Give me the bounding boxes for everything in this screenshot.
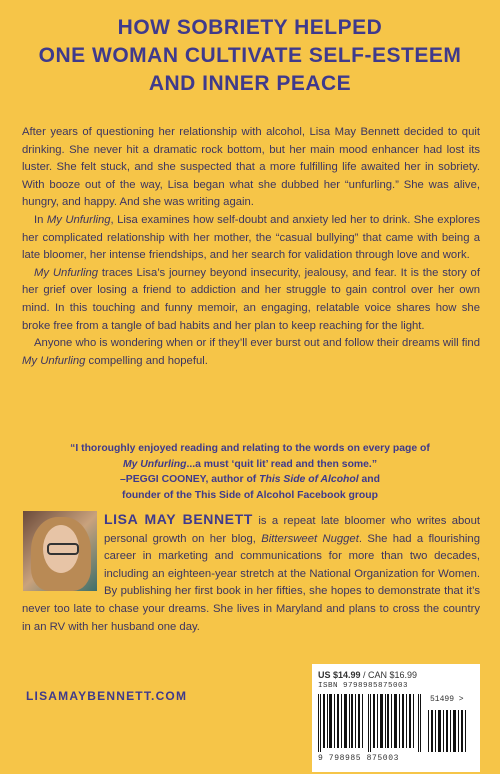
text: –PEGGI COONEY, author of <box>120 474 260 485</box>
barcode-supplement-label: 51499 > <box>430 695 464 704</box>
barcode-box <box>312 664 480 772</box>
price-label <box>318 670 417 680</box>
quote-attribution <box>40 472 460 488</box>
blog-name: Bittersweet Nugget <box>261 532 359 545</box>
barcode-main <box>318 694 422 752</box>
source-title: This Side of Alcohol <box>259 474 359 485</box>
price-can: / CAN $16.99 <box>360 670 418 680</box>
text: Anyone who is wondering when or if they’ll ever burst out and follow their dreams will find <box>34 337 480 350</box>
quote-line-2 <box>40 457 460 473</box>
book-description <box>22 124 480 370</box>
barcode-supplement <box>428 710 468 752</box>
text: . She had a flourishing career in marketing and communications for more than two decades, including an eighteen-year stretch at the National Organization for Women. By publishing her first book in her fifties, she hopes to demonstrate that it’s never too late to chase your dreams. She lives in Maryland and plans to cross the country in an RV with her husband one day. <box>22 532 480 633</box>
endorsement-quote <box>40 441 460 503</box>
glasses <box>47 543 79 555</box>
description-paragraph-2 <box>22 212 480 265</box>
book-title: My Unfurling <box>46 213 111 226</box>
text: ...a must ‘quit lit’ read and then some.” <box>186 458 378 470</box>
author-photo <box>23 511 97 591</box>
quote-line-1: “I thoroughly enjoyed reading and relating to the words on every page of <box>70 443 430 454</box>
quote-attribution-line-2: founder of the This Side of Alcohol Facebook group <box>122 489 378 501</box>
headline <box>0 14 500 98</box>
book-title: My Unfurling <box>122 458 187 470</box>
headline-line-3: AND INNER PEACE <box>148 72 352 95</box>
barcode-digits: 9 798985 875003 <box>318 754 400 763</box>
description-paragraph-1: After years of questioning her relationship with alcohol, Lisa May Bennett decided to quit drinking. She never hit a dramatic rock bottom, but her main mood enhancer had lost its luster. She felt stuck, and she suspected that a more fulfilling life awaited her in sobriety. With booze out of the way, Lisa began what she dubbed her “unfurling.” She was alive, hungry, and happy. And she was writing again. <box>22 126 480 209</box>
book-title: My Unfurling <box>22 354 86 367</box>
headline-line-1: HOW SOBRIETY HELPED <box>117 16 383 39</box>
author-name: LISA MAY BENNETT <box>104 511 253 527</box>
text: and <box>358 474 380 485</box>
price-us: US $14.99 <box>318 670 361 680</box>
text: is a repeat late bloomer who writes about personal growth on her blog, <box>104 515 481 545</box>
text: , Lisa examines how self-doubt and anxiety led her to drink. She explores her complicated relationship with her mother, the “casual bullying” that came with being a late bloomer, her intense friendships, and her search for validation through love and work. <box>22 213 480 262</box>
author-website: LISAMAYBENNETT.COM <box>26 689 188 703</box>
text: In <box>34 213 47 226</box>
description-paragraph-4 <box>22 335 480 370</box>
description-paragraph-3 <box>22 265 480 335</box>
text: traces Lisa’s journey beyond insecurity, jealousy, and fear. It is the story of her grief over losing a friend to addiction and her struggle to gain control over her own mind. In this touching and funny memoir, an engaging, relatable voice shares how she broke free from a tangle of bad habits and her plan to keep reaching for the light. <box>22 266 480 332</box>
book-title: My Unfurling <box>34 266 99 279</box>
text: compelling and hopeful. <box>85 354 208 367</box>
headline-line-2: ONE WOMAN CULTIVATE SELF-ESTEEM <box>38 44 462 67</box>
isbn-label: ISBN 9798985875003 <box>318 682 409 690</box>
